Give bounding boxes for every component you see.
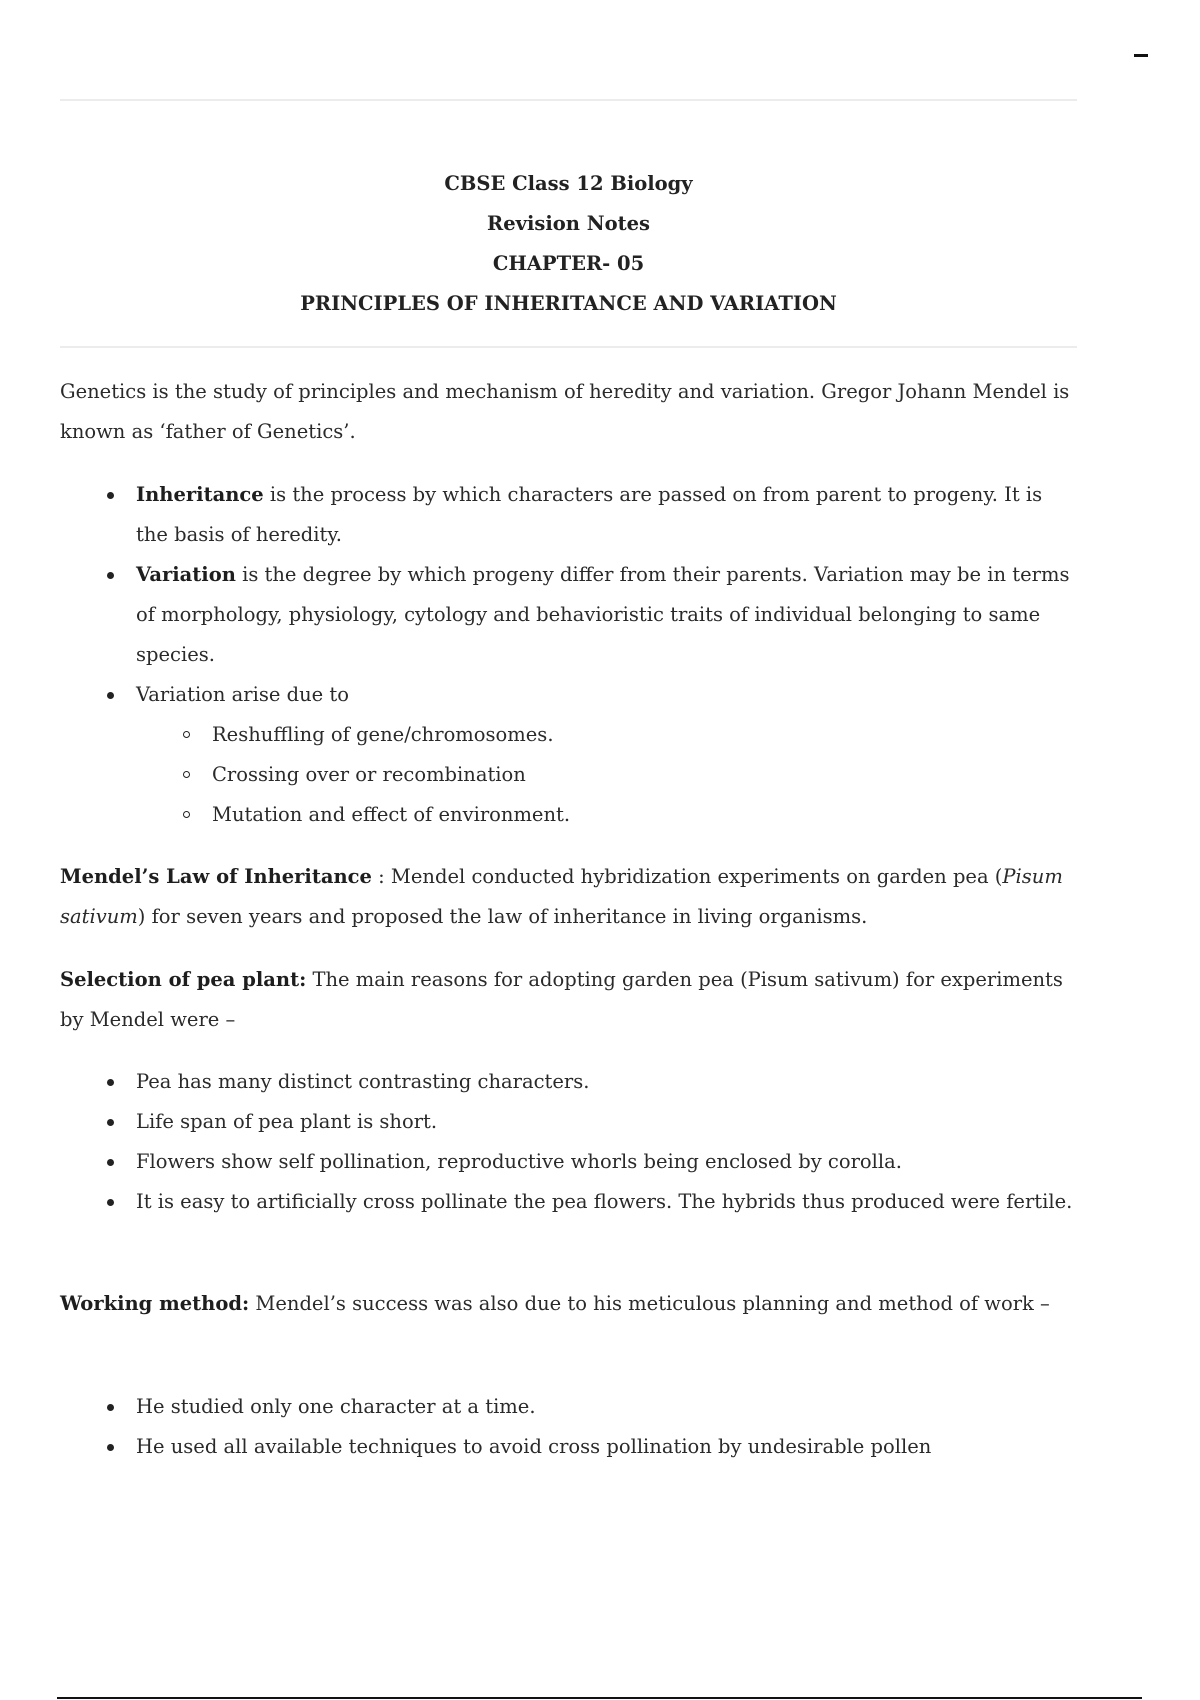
list-item: Flowers show self pollination, reproductive whorls being enclosed by corolla. <box>60 1142 1077 1182</box>
page-bottom-border <box>57 1697 1142 1699</box>
pea-reasons-list <box>60 1062 1077 1222</box>
list-item <box>60 475 1077 555</box>
sub-list-item: Reshuffling of gene/chromosomes. <box>60 715 1077 755</box>
header-divider-bottom <box>60 346 1077 348</box>
definition: is the process by which characters are passed on from parent to progeny. It is the basis of heredity. <box>136 483 1043 546</box>
chapter-number: CHAPTER- 05 <box>492 252 645 275</box>
sub-list-item: Crossing over or recombination <box>60 755 1077 795</box>
scientific-name: Pisum sativum <box>60 865 1063 928</box>
term: Inheritance <box>136 483 264 506</box>
document-header <box>60 164 1077 324</box>
list-text: Variation arise due to <box>136 683 349 706</box>
chapter-title: PRINCIPLES OF INHERITANCE AND VARIATION <box>300 292 837 315</box>
term: Variation <box>136 563 236 586</box>
list-item: He used all available techniques to avoid cross pollination by undesirable pollen <box>60 1427 1077 1467</box>
document-subtitle: Revision Notes <box>487 212 650 235</box>
definition: is the degree by which progeny differ from their parents. Variation may be in terms of morphology, physiology, cytology and behavioristic traits of individual belonging to same species. <box>136 563 1070 666</box>
list-item: He studied only one character at a time. <box>60 1387 1077 1427</box>
list-item: It is easy to artificially cross pollinate the pea flowers. The hybrids thus produced were fertile. <box>60 1182 1077 1222</box>
working-method-paragraph <box>60 1284 1077 1324</box>
intro-paragraph: Genetics is the study of principles and mechanism of heredity and variation. Gregor Johann Mendel is known as ‘father of Genetics’. <box>60 380 1070 443</box>
sub-list-item: Mutation and effect of environment. <box>60 795 1077 835</box>
text: ) for seven years and proposed the law of inheritance in living organisms. <box>137 905 868 928</box>
variation-causes-list <box>60 715 1077 835</box>
minimize-dash-icon <box>1134 54 1148 57</box>
list-item <box>60 555 1077 675</box>
list-item: Pea has many distinct contrasting characters. <box>60 1062 1077 1102</box>
text: The main reasons for adopting garden pea (Pisum sativum) for experiments by Mendel were – <box>60 968 1063 1031</box>
document-title: CBSE Class 12 Biology <box>444 172 693 195</box>
list-item: Life span of pea plant is short. <box>60 1102 1077 1142</box>
heading: Selection of pea plant: <box>60 968 307 991</box>
heading: Working method: <box>60 1292 250 1315</box>
working-method-list <box>60 1387 1077 1467</box>
mendel-law-paragraph <box>60 857 1077 937</box>
selection-paragraph <box>60 960 1077 1040</box>
text: : Mendel conducted hybridization experiments on garden pea ( <box>371 865 1003 888</box>
header-divider-top <box>60 99 1077 101</box>
inheritance-variation-list <box>60 475 1077 835</box>
text: Mendel’s success was also due to his meticulous planning and method of work – <box>249 1292 1050 1315</box>
list-item <box>60 675 1077 835</box>
heading: Mendel’s Law of Inheritance <box>60 865 372 888</box>
